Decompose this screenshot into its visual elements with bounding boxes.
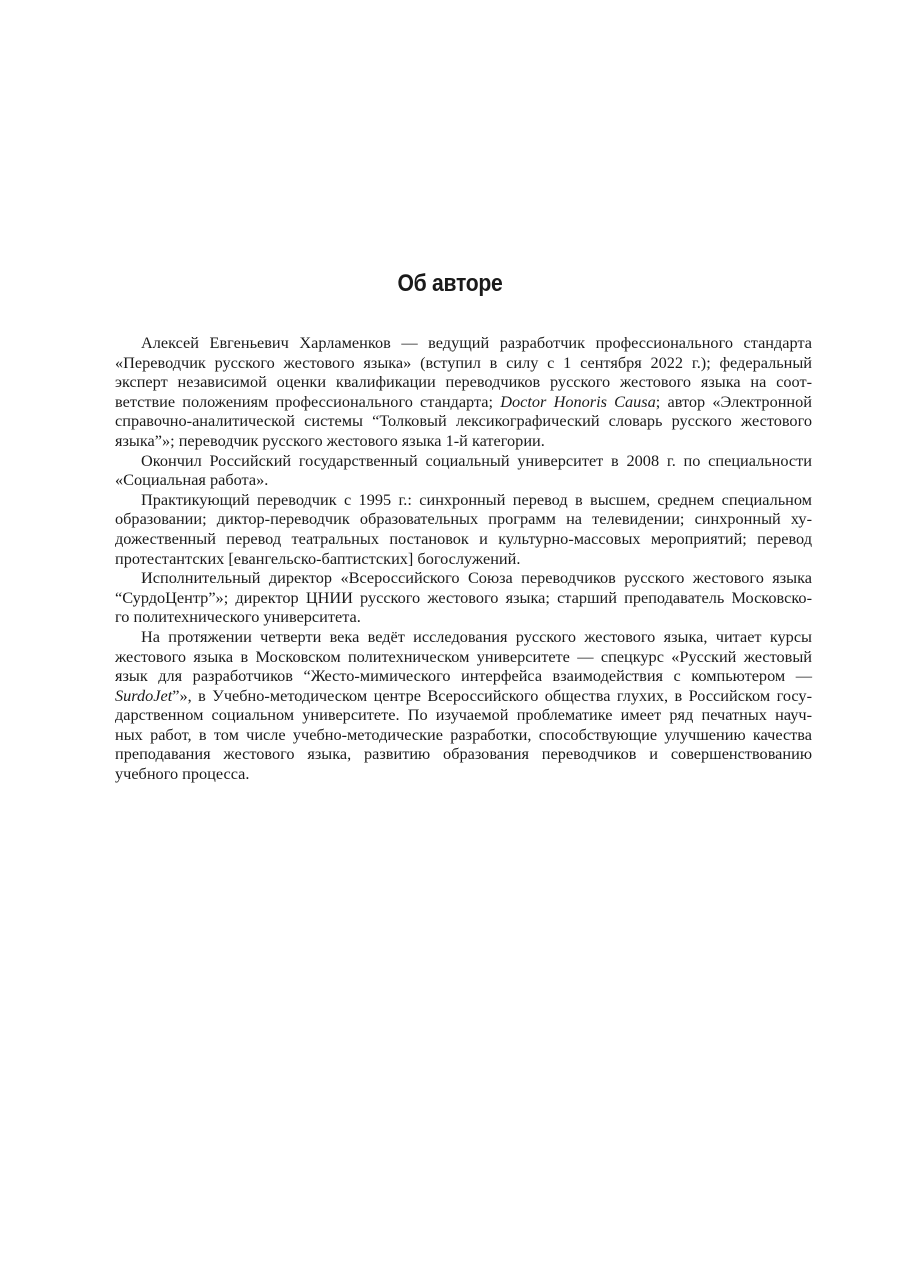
text-line: жестового языка в Московском политехническом университете — спецкурс «Русский жестовый [115,646,812,666]
text-line: го политехнического университета. [115,607,361,627]
text-line: «Социальная работа». [115,470,269,490]
text-line [89,392,812,412]
text-segment: ветствие положениям профессионального стандарта; [115,391,501,411]
text-line: образовании; диктор-переводчик образовательных программ на телевидении; синхронный ху- [115,509,812,529]
latin-phrase: Doctor Honoris Causa [500,391,656,411]
text-line: “СурдоЦентр”»; директор ЦНИИ русского жестового языка; старший преподаватель Московско- [115,587,812,607]
paragraph [89,627,812,784]
paragraph [89,333,812,451]
text-line: Исполнительный директор «Всероссийского Союза переводчиков русского жестового языка [141,568,812,588]
text-line: дарственном социальном университете. По изучаемой проблематике имеет ряд печатных науч- [115,705,812,725]
paragraph [89,490,812,568]
body-text [89,333,812,784]
paragraph [89,451,812,490]
text-line: преподавания жестового языка, развитию образования переводчиков и совершенствованию [115,744,812,764]
text-segment: ; автор «Электронной [655,391,812,411]
page-title: Об авторе [397,270,503,297]
text-line: эксперт независимой оценки квалификации переводчиков русского жестового языка на соот- [115,372,812,392]
product-name: SurdoJet [115,685,173,705]
text-line: учебного процесса. [115,764,250,784]
text-line: Окончил Российский государственный социальный университет в 2008 г. по специальности [141,450,812,470]
paragraph [89,568,812,627]
text-line: справочно-аналитической системы “Толковый лексикографический словарь русского жестового [115,411,812,431]
text-line: Практикующий переводчик с 1995 г.: синхронный перевод в высшем, среднем специальном [141,489,812,509]
text-line: На протяжении четверти века ведёт исследования русского жестового языка, читает курсы [141,626,812,646]
text-line: ных работ, в том числе учебно-методические разработки, способствующие улучшению качества [115,724,812,744]
text-line: языка”»; переводчик русского жестового языка 1-й категории. [115,430,545,450]
text-line: «Переводчик русского жестового языка» (вступил в силу с 1 сентября 2022 г.); федеральный [115,352,812,372]
text-line: язык для разработчиков “Жесто-мимического интерфейса взаимодействия с компьютером — [115,666,812,686]
text-line: Алексей Евгеньевич Харламенков — ведущий разработчик профессионального стандарта [141,333,812,352]
text-line [89,686,812,706]
text-line: дожественный перевод театральных постановок и культурно-массовых мероприятий; перевод [115,528,812,548]
text-segment: ”», в Учебно-методическом центре Всероссийского общества глухих, в Российском госу- [172,685,812,705]
text-line: протестантских [евангельско-баптистских] богослужений. [115,548,521,568]
